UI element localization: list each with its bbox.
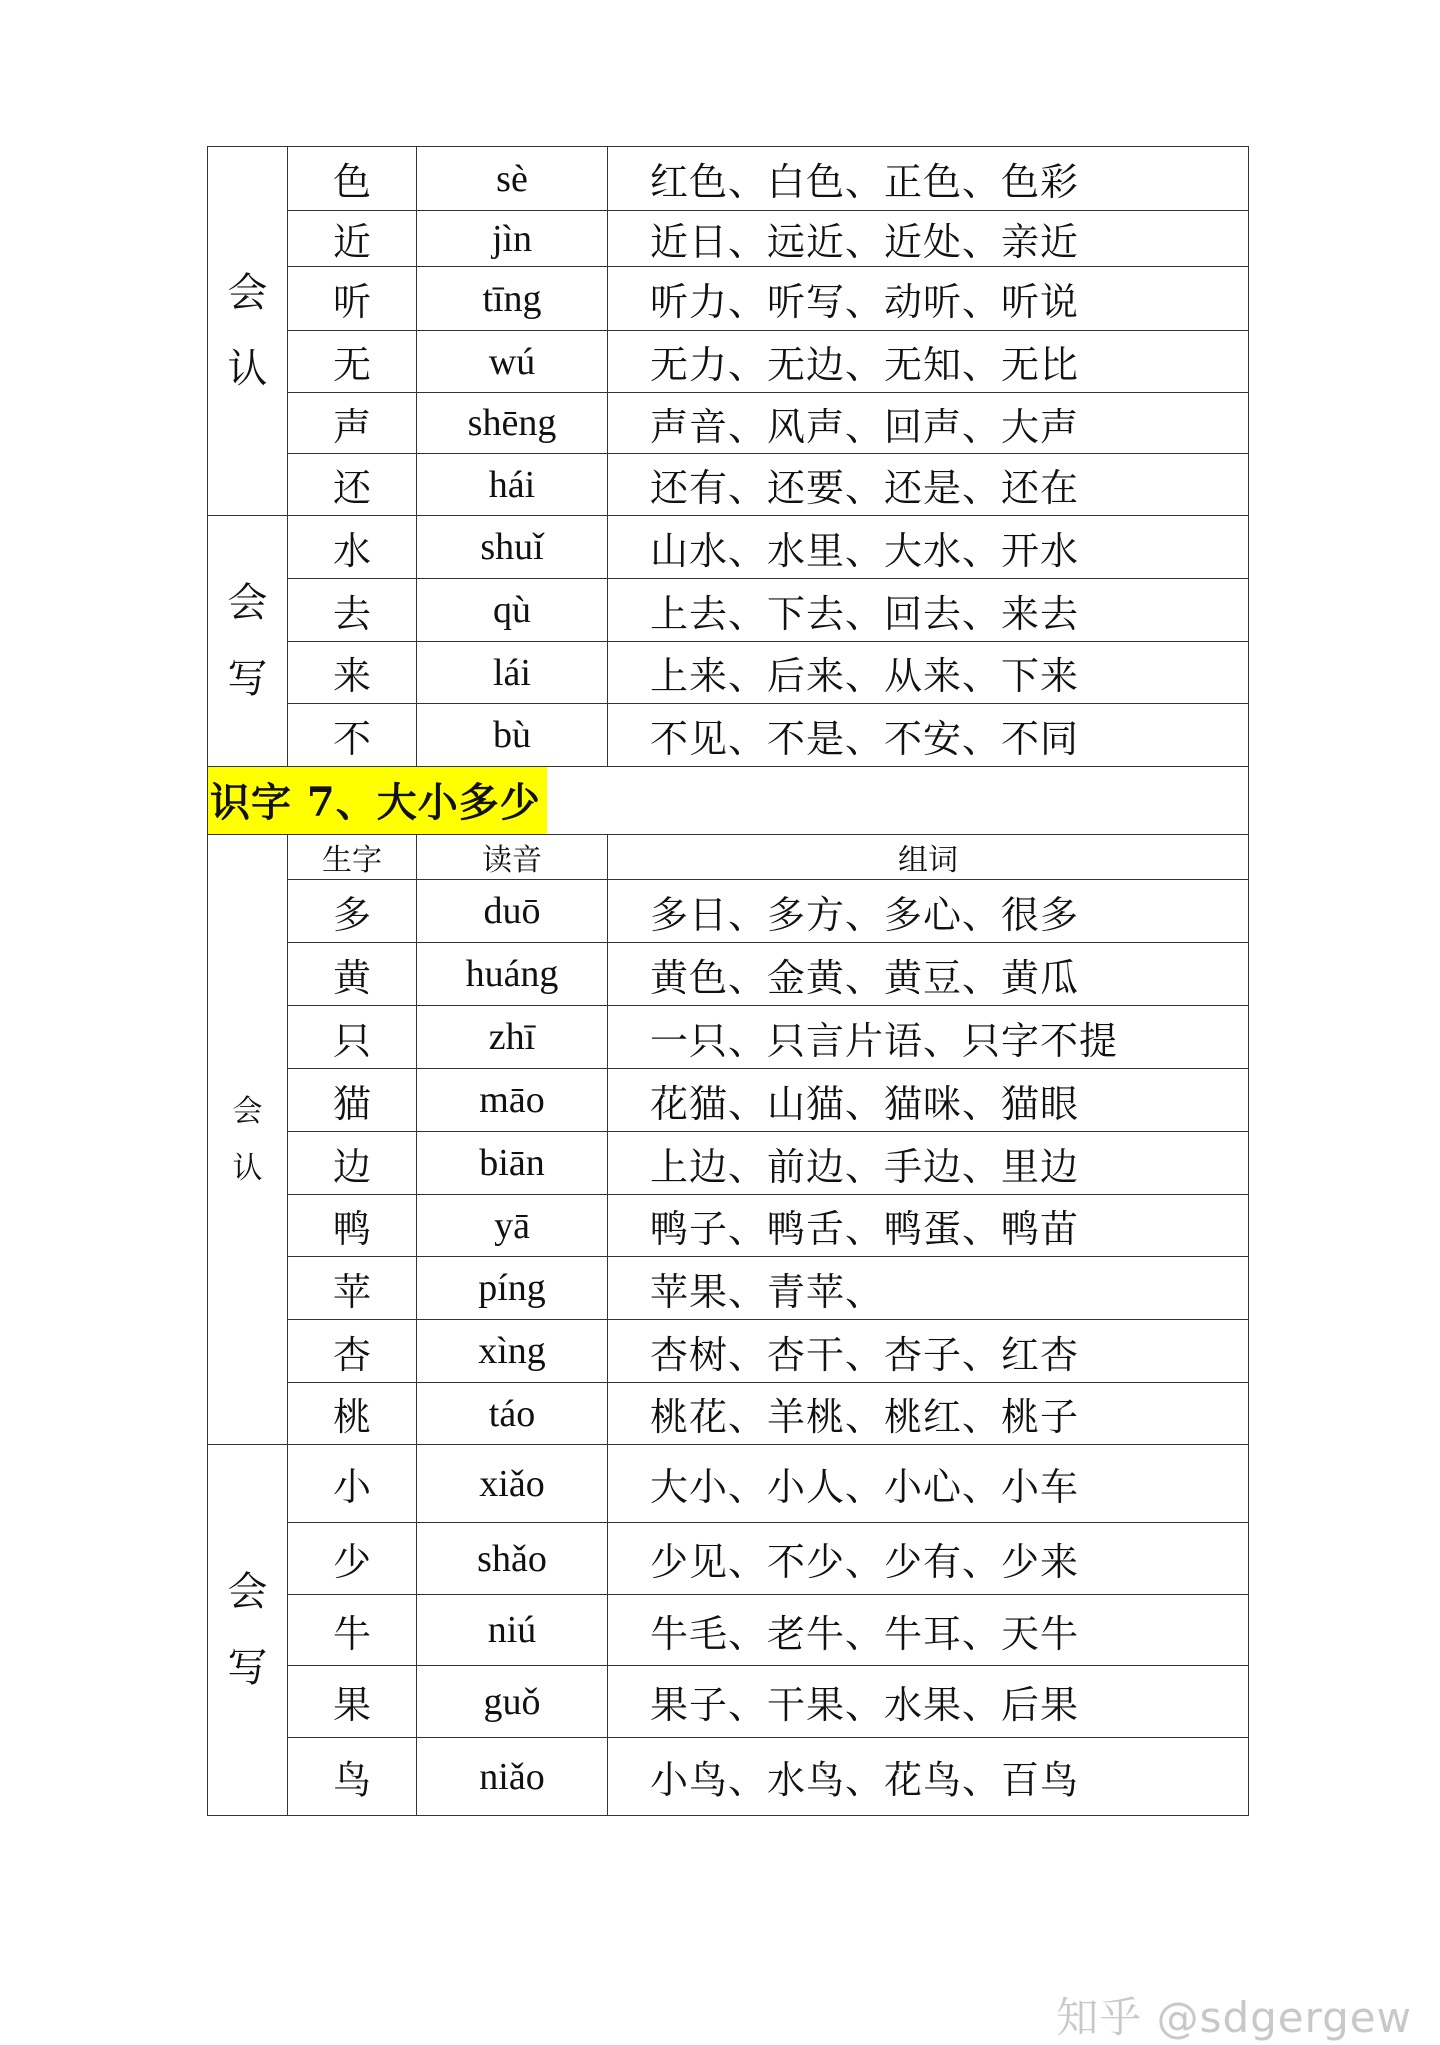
word-list-cell: 多日、多方、多心、很多 [608,880,1249,943]
character-cell: 还 [288,454,417,516]
pinyin-cell: niú [417,1595,608,1666]
character-cell: 猫 [288,1069,417,1132]
word-list-cell: 一只、只言片语、只字不提 [608,1006,1249,1069]
pinyin-cell: píng [417,1257,608,1320]
character-cell: 鸭 [288,1195,417,1257]
vocabulary-table [207,146,1249,1816]
table-row [208,1445,1249,1523]
character-cell: 无 [288,331,417,393]
table-row [208,1132,1249,1195]
character-cell: 鸟 [288,1738,417,1816]
section-title: 识字 7、大小多少 [208,767,547,834]
pinyin-cell: qù [417,579,608,642]
word-list-cell: 山水、水里、大水、开水 [608,516,1249,579]
table-row [208,516,1249,579]
character-cell: 边 [288,1132,417,1195]
character-cell: 水 [288,516,417,579]
pinyin-cell: lái [417,642,608,704]
table-row [208,642,1249,704]
table-row [208,943,1249,1006]
table-row [208,1595,1249,1666]
word-list-cell: 鸭子、鸭舌、鸭蛋、鸭苗 [608,1195,1249,1257]
table-row [208,880,1249,943]
pinyin-cell: hái [417,454,608,516]
word-list-cell: 听力、听写、动听、听说 [608,267,1249,331]
pinyin-cell: sè [417,147,608,211]
character-cell: 色 [288,147,417,211]
pinyin-cell: xìng [417,1320,608,1383]
character-cell: 声 [288,393,417,454]
character-cell: 不 [288,704,417,767]
group-label-char: 认 [232,1150,263,1186]
table-row [208,147,1249,211]
column-header-row [208,835,1249,880]
table-row [208,393,1249,454]
pinyin-cell: bù [417,704,608,767]
table-row [208,1195,1249,1257]
word-list-cell: 苹果、青苹、 [608,1257,1249,1320]
character-cell: 牛 [288,1595,417,1666]
group-label-cell [208,835,288,1445]
word-list-cell: 还有、还要、还是、还在 [608,454,1249,516]
group-label-char: 会 [232,1093,263,1129]
character-cell: 桃 [288,1383,417,1445]
table-row [208,331,1249,393]
group-label-char: 写 [227,656,268,702]
group-label-cell [208,516,288,767]
pinyin-cell: huáng [417,943,608,1006]
word-list-cell: 不见、不是、不安、不同 [608,704,1249,767]
table-row [208,1666,1249,1738]
word-list-cell: 无力、无边、无知、无比 [608,331,1249,393]
character-cell: 多 [288,880,417,943]
character-cell: 苹 [288,1257,417,1320]
word-list-cell: 声音、风声、回声、大声 [608,393,1249,454]
group-label-char: 写 [227,1645,268,1691]
word-list-cell: 上去、下去、回去、来去 [608,579,1249,642]
table-row [208,1523,1249,1595]
word-list-cell: 上来、后来、从来、下来 [608,642,1249,704]
table-row [208,211,1249,267]
section-title-row [208,767,1249,835]
word-list-cell: 大小、小人、小心、小车 [608,1445,1249,1523]
word-list-cell: 花猫、山猫、猫咪、猫眼 [608,1069,1249,1132]
table-row [208,1738,1249,1816]
table-row [208,1320,1249,1383]
character-cell: 黄 [288,943,417,1006]
pinyin-cell: shuǐ [417,516,608,579]
word-list-cell: 牛毛、老牛、牛耳、天牛 [608,1595,1249,1666]
group-label-cell [208,1445,288,1816]
word-list-cell: 黄色、金黄、黄豆、黄瓜 [608,943,1249,1006]
pinyin-cell: zhī [417,1006,608,1069]
pinyin-cell: jìn [417,211,608,267]
group-label-cell [208,147,288,516]
table-row [208,1383,1249,1445]
character-cell: 只 [288,1006,417,1069]
word-list-cell: 桃花、羊桃、桃红、桃子 [608,1383,1249,1445]
character-cell: 少 [288,1523,417,1595]
pinyin-cell: yā [417,1195,608,1257]
watermark: 知乎 @sdgergew [1056,1993,1412,2042]
character-cell: 近 [288,211,417,267]
header-character: 生字 [288,835,417,880]
character-cell: 小 [288,1445,417,1523]
pinyin-cell: tīng [417,267,608,331]
pinyin-cell: niǎo [417,1738,608,1816]
pinyin-cell: guǒ [417,1666,608,1738]
word-list-cell: 小鸟、水鸟、花鸟、百鸟 [608,1738,1249,1816]
pinyin-cell: biān [417,1132,608,1195]
vocabulary-table-body [208,147,1249,1816]
word-list-cell: 杏树、杏干、杏子、红杏 [608,1320,1249,1383]
pinyin-cell: xiǎo [417,1445,608,1523]
header-words: 组词 [608,835,1249,880]
word-list-cell: 果子、干果、水果、后果 [608,1666,1249,1738]
pinyin-cell: duō [417,880,608,943]
pinyin-cell: shǎo [417,1523,608,1595]
pinyin-cell: māo [417,1069,608,1132]
pinyin-cell: wú [417,331,608,393]
group-label-char: 会 [227,580,268,626]
word-list-cell: 上边、前边、手边、里边 [608,1132,1249,1195]
word-list-cell: 少见、不少、少有、少来 [608,1523,1249,1595]
character-cell: 杏 [288,1320,417,1383]
word-list-cell: 红色、白色、正色、色彩 [608,147,1249,211]
character-cell: 果 [288,1666,417,1738]
table-row [208,454,1249,516]
group-label-char: 认 [227,346,268,392]
pinyin-cell: táo [417,1383,608,1445]
table-row [208,1069,1249,1132]
group-label-char: 会 [227,1569,268,1615]
header-pinyin: 读音 [417,835,608,880]
section-title-cell [208,767,1249,835]
character-cell: 去 [288,579,417,642]
word-list-cell: 近日、远近、近处、亲近 [608,211,1249,267]
character-cell: 听 [288,267,417,331]
pinyin-cell: shēng [417,393,608,454]
table-row [208,579,1249,642]
table-row [208,1257,1249,1320]
table-row [208,267,1249,331]
table-row [208,1006,1249,1069]
group-label-char: 会 [227,270,268,316]
table-row [208,704,1249,767]
character-cell: 来 [288,642,417,704]
